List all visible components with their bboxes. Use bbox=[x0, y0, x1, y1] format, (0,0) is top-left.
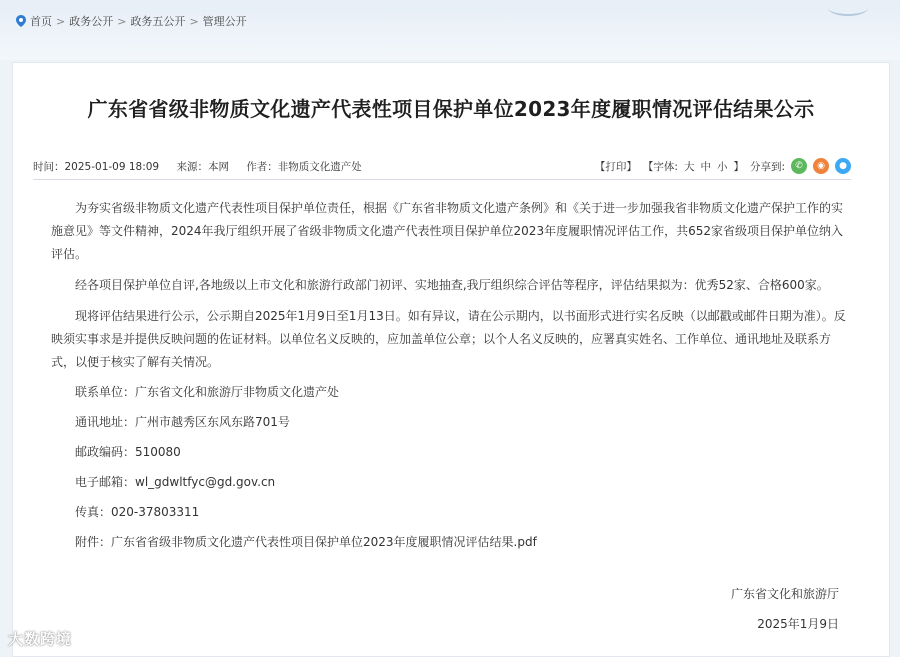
attachment-link[interactable]: 附件：广东省省级非物质文化遗产代表性项目保护单位2023年度履职情况评估结果.pdf bbox=[75, 535, 537, 549]
signature-date: 2025年1月9日 bbox=[757, 617, 839, 631]
print-button[interactable]: 【打印】 bbox=[594, 160, 637, 173]
article-title: 广东省省级非物质文化遗产代表性项目保护单位2023年度履职情况评估结果公示 bbox=[87, 97, 815, 121]
contact-postcode: 邮政编码：510080 bbox=[75, 445, 181, 459]
breadcrumb-home[interactable]: 首页 bbox=[30, 15, 52, 28]
body-paragraph: 为夯实省级非物质文化遗产代表性项目保护单位责任，根据《广东省非物质文化遗产条例》和《关于进一步加强我省非物质文化遗产保护工作的实施意见》等文件精神，2024年我厅组织开展了省级非物质文化遗产代表性项目保护单位2023年度履职情况评估工作，共652家省级项目保护单位纳入评估。 bbox=[51, 201, 844, 261]
font-small-button[interactable]: 小 bbox=[716, 160, 728, 173]
meta-info bbox=[33, 159, 376, 174]
font-size-label: 【字体: bbox=[642, 160, 678, 173]
breadcrumb-separator: > bbox=[117, 14, 127, 28]
breadcrumb-separator: > bbox=[56, 14, 66, 28]
body-paragraph: 经各项目保护单位自评,各地级以上市文化和旅游行政部门初评、实地抽查,我厅组织综合评估等程序，评估结果拟为：优秀52家、合格600家。 bbox=[75, 278, 829, 292]
header-decoration bbox=[828, 0, 868, 16]
location-pin-icon bbox=[16, 15, 26, 27]
breadcrumb-separator: > bbox=[189, 14, 199, 28]
article-card bbox=[12, 62, 890, 657]
font-large-button[interactable]: 大 bbox=[683, 160, 695, 173]
qq-icon[interactable]: ● bbox=[835, 158, 851, 174]
publish-time: 时间：2025-01-09 18:09 bbox=[33, 160, 160, 173]
body-paragraph: 现将评估结果进行公示，公示期自2025年1月9日至1月13日。如有异议，请在公示期内，以书面形式进行实名反映（以邮戳或邮件日期为准）。反映须实事求是并提供反映问题的佐证材料。以单位名义反映的，应加盖单位公章；以个人名义反映的，应署真实姓名、工作单位、通讯地址及联系方式，以便于核实了解有关情况。 bbox=[51, 309, 846, 369]
contact-fax: 传真：020-37803311 bbox=[75, 505, 200, 519]
share-label: 分享到: bbox=[749, 160, 785, 173]
wechat-icon[interactable]: ✆ bbox=[791, 158, 807, 174]
signature bbox=[731, 579, 839, 639]
author: 作者：非物质文化遗产处 bbox=[246, 160, 362, 173]
contact-unit: 联系单位：广东省文化和旅游厅非物质文化遗产处 bbox=[75, 385, 340, 399]
article-body bbox=[51, 197, 851, 562]
breadcrumb-gov-open[interactable]: 政务公开 bbox=[69, 15, 114, 28]
breadcrumb-management-open[interactable]: 管理公开 bbox=[202, 15, 247, 28]
signature-org: 广东省文化和旅游厅 bbox=[730, 587, 839, 601]
font-size-close: 】 bbox=[733, 160, 744, 173]
contact-address: 通讯地址：广州市越秀区东风东路701号 bbox=[75, 415, 290, 429]
weibo-icon[interactable]: ◉ bbox=[813, 158, 829, 174]
contact-email: 电子邮箱：wl_gdwltfyc@gd.gov.cn bbox=[75, 475, 276, 489]
header-band bbox=[0, 0, 900, 60]
breadcrumb bbox=[16, 13, 247, 29]
meta-divider bbox=[33, 179, 851, 180]
article-meta bbox=[33, 153, 851, 179]
breadcrumb-five-open[interactable]: 政务五公开 bbox=[130, 15, 186, 28]
watermark: 大数跨境 bbox=[8, 630, 73, 648]
source: 来源：本网 bbox=[176, 160, 229, 173]
article-tools bbox=[595, 158, 851, 174]
font-medium-button[interactable]: 中 bbox=[700, 160, 711, 173]
